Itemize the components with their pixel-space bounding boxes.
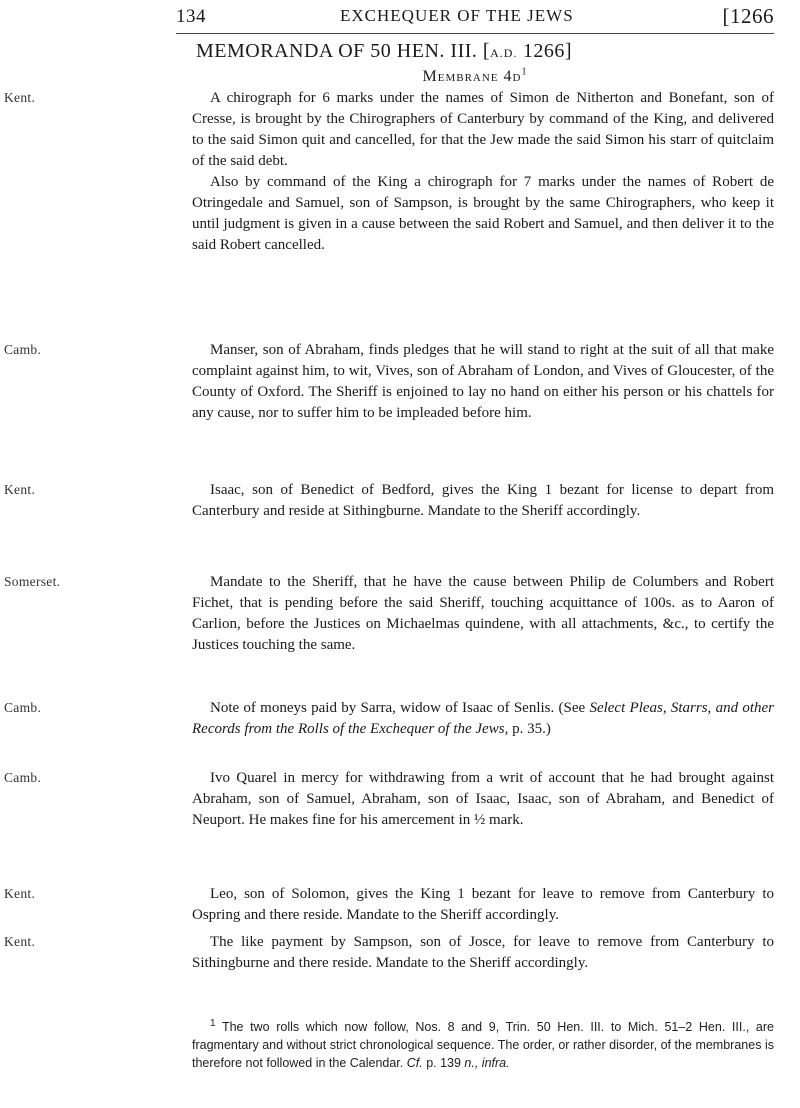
footnote-mark: 1 (210, 1017, 216, 1029)
entry-text: Leo, son of Solomon, gives the King 1 bezant for leave to remove from Canterbury to Ospring and there reside. Mandate to the Sheriff accordingly. (192, 886, 774, 923)
entry-text: The like payment by Sampson, son of Josce, for leave to remove from Canterbury to Sithingburne and there reside. Mandate to the Sheriff accordingly. (192, 934, 774, 971)
footnote-text-page: p. 139 (422, 1056, 465, 1070)
entry-paragraph (192, 572, 774, 656)
footnote-reference: 1 (521, 66, 528, 78)
entry-paragraph (192, 884, 774, 926)
entry-paragraph (192, 480, 774, 522)
entry-paragraph (192, 698, 774, 740)
section-heading (196, 40, 756, 63)
running-year: [1266 (722, 4, 774, 28)
entry-paragraph (192, 768, 774, 831)
header-rule (176, 33, 774, 34)
heading-date-open: [ (482, 40, 491, 62)
entry-text: Mandate to the Sheriff, that he have the cause between Philip de Columbers and Robert Fichet, that is pending before the said Sheriff, touching acquittance of 100s. as to Aaron of Carlion, before the Justices on Michaelmas quindene, with all attachments, &c., to certify the Justices touching the same. (192, 574, 774, 653)
footnote-infra: n., infra. (464, 1056, 510, 1070)
margin-county: Kent. (4, 934, 36, 949)
membrane-label: Membrane 4d (422, 68, 522, 85)
running-title: EXCHEQUER OF THE JEWS (340, 6, 574, 25)
heading-date-close: 1266] (522, 40, 573, 62)
heading-ad: A.D. (490, 46, 518, 60)
margin-county: Kent. (4, 482, 36, 497)
membrane-heading (176, 68, 774, 86)
entry-text: Note of moneys paid by Sarra, widow of Isaac of Senlis. (See (210, 700, 590, 716)
entry-paragraph (192, 88, 774, 256)
entry-text-continued: Also by command of the King a chirograph for 7 marks under the names of Robert de Otringedale and Samuel, son of Sampson, is brought by the same Chirographers, who keep it until judgment is given in a cause between the said Robert and Samuel, and then deliver it to the said Robert cancelled. (192, 174, 774, 253)
margin-county: Camb. (4, 342, 42, 357)
entry-text: Manser, son of Abraham, finds pledges that he will stand to right at the suit of all that make complaint against him, to wit, Vives, son of Abraham of London, and Vives of Gloucester, of the County of Oxford. The Sheriff is enjoined to lay no hand on either his person or his chattels for any cause, nor to suffer him to be impleaded before him. (192, 342, 774, 421)
margin-county: Camb. (4, 770, 42, 785)
margin-county: Kent. (4, 90, 36, 105)
page-number: 134 (176, 6, 206, 27)
entry-text: Isaac, son of Benedict of Bedford, gives the King 1 bezant for license to depart from Canterbury and reside at Sithingburne. Mandate to the Sheriff accordingly. (192, 482, 774, 519)
running-head (176, 6, 774, 32)
footnote (192, 1018, 774, 1072)
entry-paragraph (192, 932, 774, 974)
entry-citation: Select Pleas, Starrs, and other Records from the Rolls of the Exchequer of the Jews (192, 700, 774, 737)
entry-text: A chirograph for 6 marks under the names of Simon de Nitherton and Bonefant, son of Cresse, is brought by the Chirographers of Canterbury by command of the King, and delivered to the said Simon quit and cancelled, for that the Jew made the said Simon his starr of quitclaim of the said debt. (192, 90, 774, 169)
entry-text: Ivo Quarel in mercy for withdrawing from a writ of account that he had brought against Abraham, son of Samuel, Abraham, son of Isaac, Isaac, son of Abraham, and Benedict of Neuport. He makes fine for his amercement in ½ mark. (192, 770, 774, 828)
entry-paragraph (192, 340, 774, 424)
footnote-text: The two rolls which now follow, Nos. 8 and 9, Trin. 50 Hen. III. to Mich. 51–2 Hen. III., are fragmentary and without strict chronological sequence. The order, or rather disorder, of the membranes is therefore not followed in the Calendar. (192, 1020, 774, 1070)
footnote-cf: Cf. (406, 1056, 423, 1070)
heading-main: MEMORANDA OF 50 HEN. III. (196, 40, 478, 62)
margin-county: Somerset. (4, 574, 61, 589)
entry-text-end: , p. 35.) (504, 721, 551, 737)
margin-county: Camb. (4, 700, 42, 715)
margin-county: Kent. (4, 886, 36, 901)
